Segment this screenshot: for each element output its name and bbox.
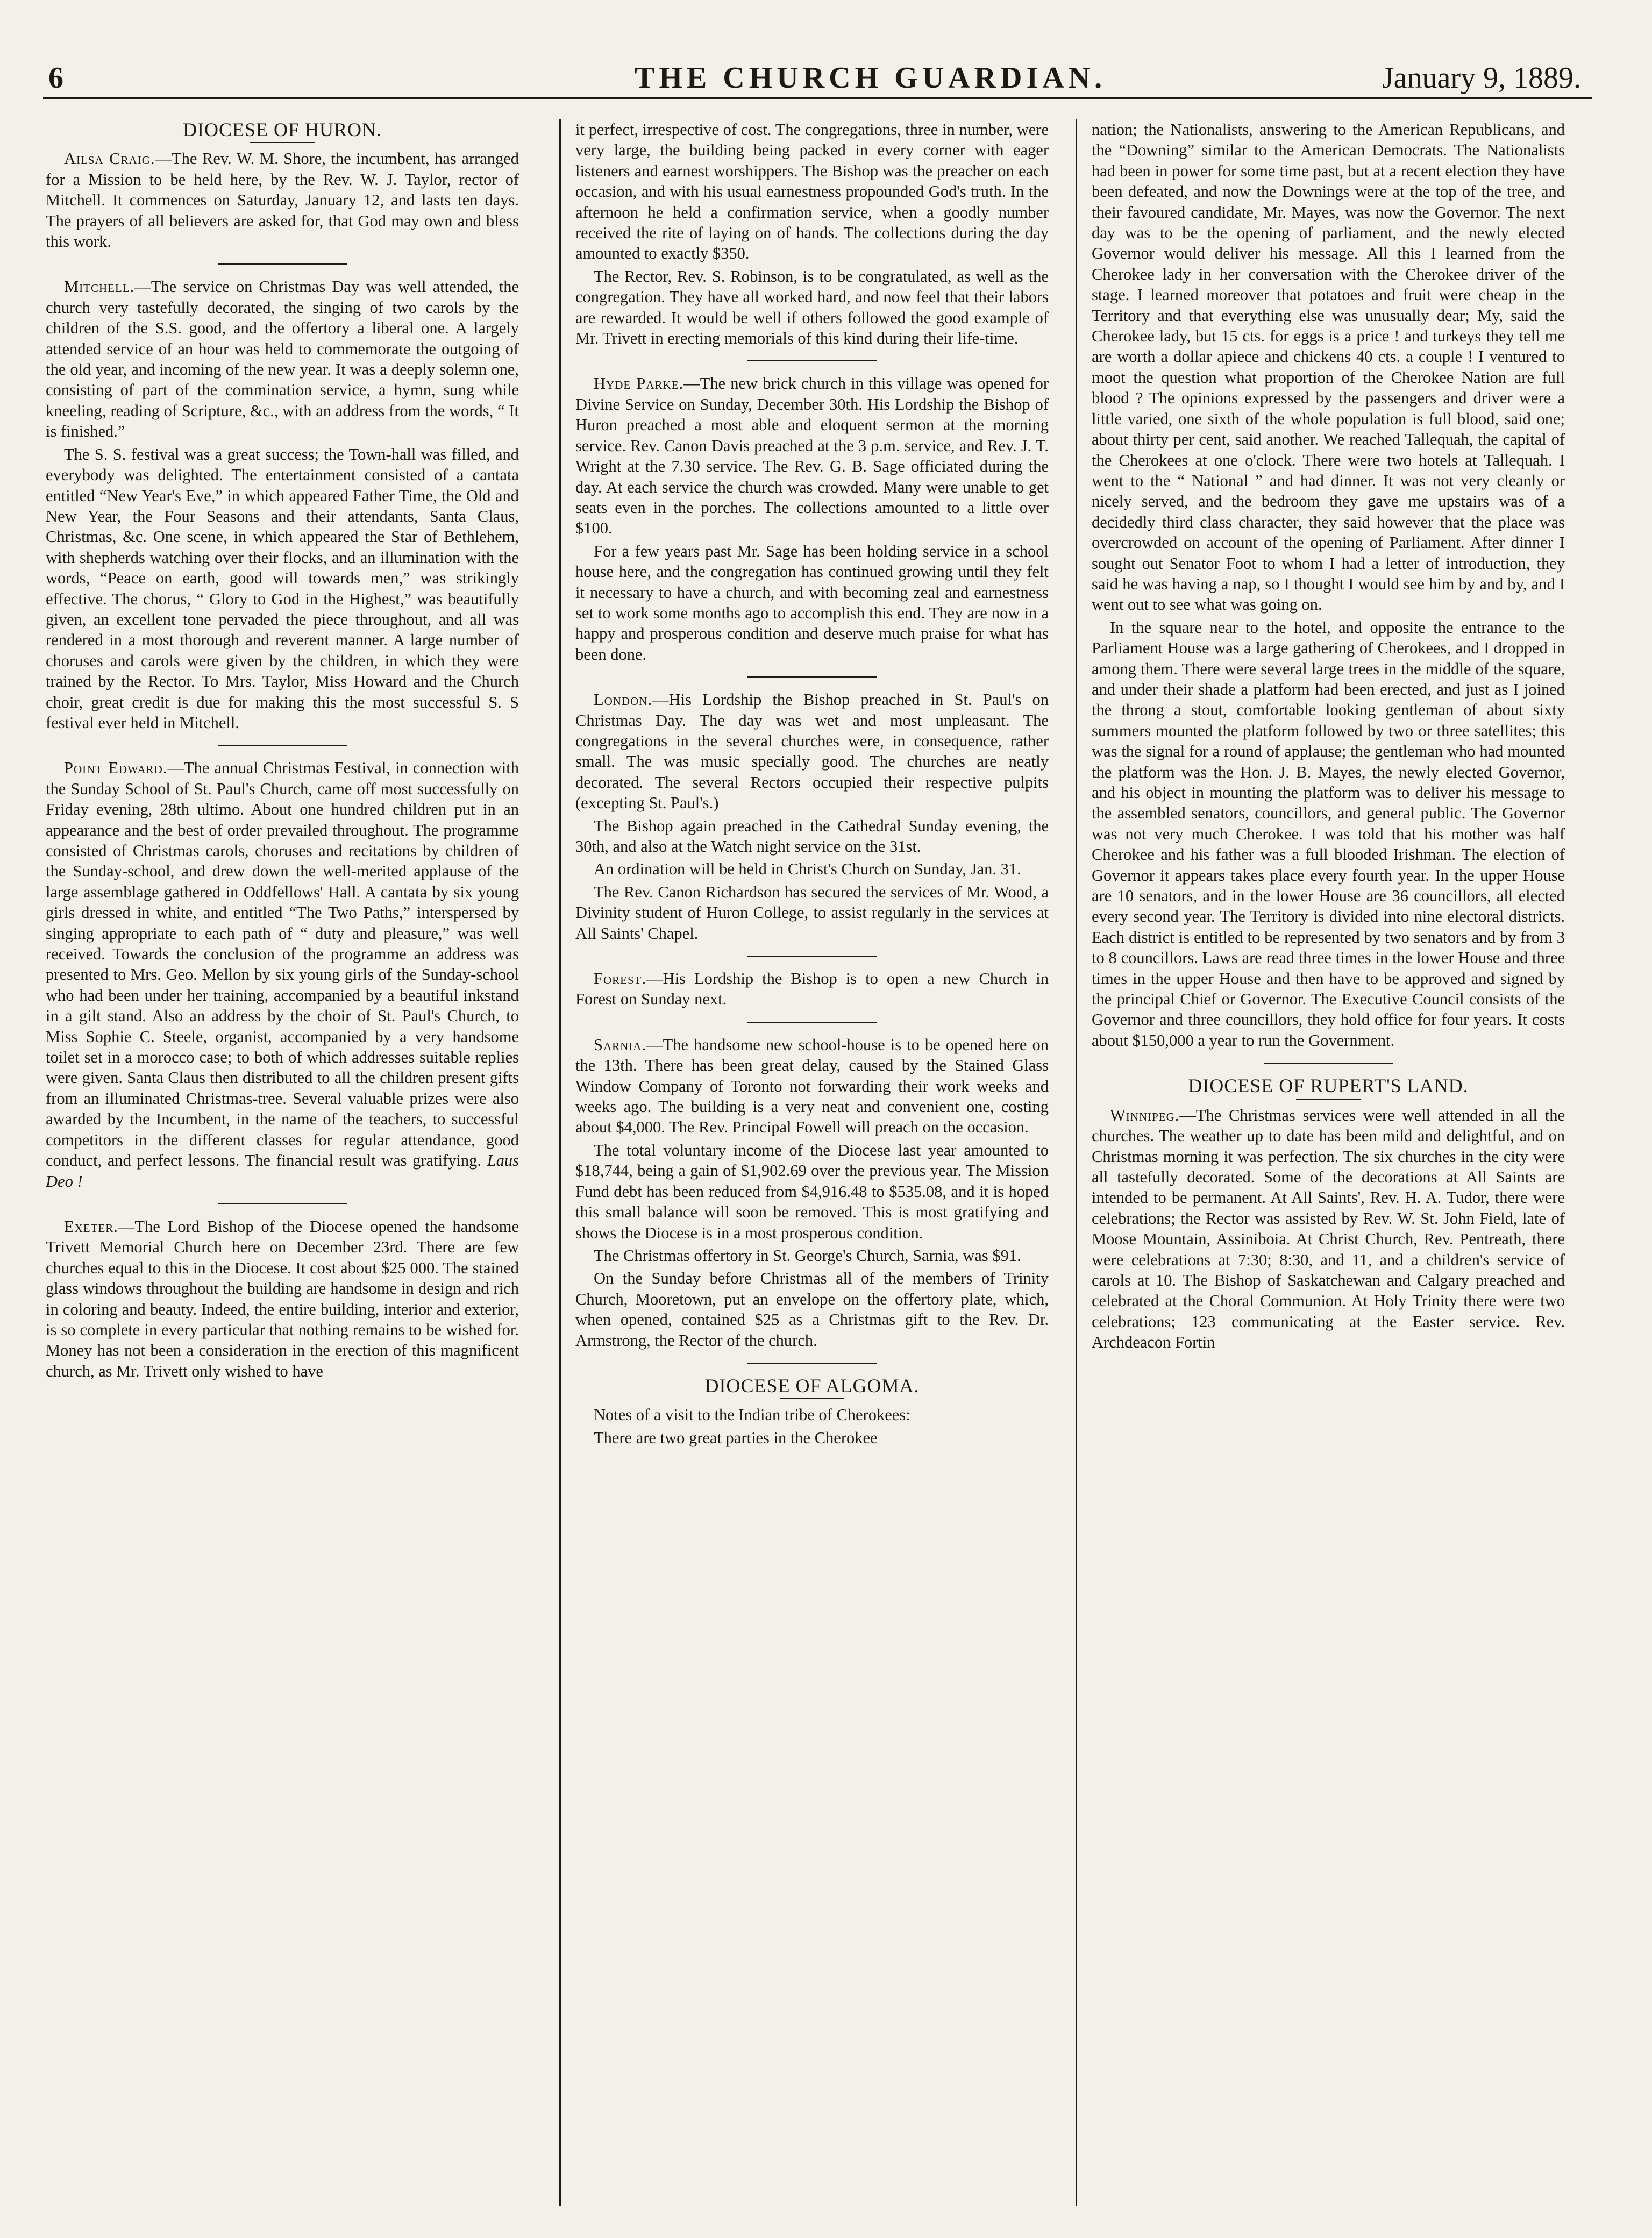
article-paragraph: The Rector, Rev. S. Robinson, is to be congratulated, as well as the congregation. They have all worked hard, and now feel that their labors are rewarded. It would be well if others followed the good example of Mr. Trivett in erecting memorials of this kind during their life-time. xyxy=(575,267,1049,348)
section-heading-ruperts-land: DIOCESE OF RUPERT'S LAND. xyxy=(1188,1075,1469,1097)
article-sarnia xyxy=(575,1035,1049,1138)
article-body: —The Lord Bishop of the Diocese opened the handsome Trivett Memorial Church here on December 23rd. There are few churches equal to this in the Diocese. It cost about $25 000. The stained glass windows throughout the building are handsome in design and rich in coloring and beauty. Indeed, the entire building, interior and exterior, is so complete in every particular that nothing remains to be wished for. Money has not been a consideration in the erection of this magnificent church, as Mr. Trivett only wished to have xyxy=(46,1217,519,1380)
article-paragraph: The S. S. festival was a great success; the Town-hall was filled, and everybody was delighted. The entertainment consisted of a cantata entitled “New Year's Eve,” in which appeared Father Time, the Old and New Year, the Four Seasons and their attendants, Santa Claus, Christmas, &c. One scene, in which appeared the Star of Bethlehem, with shepherds watching over their flocks, and an illumination with the words, “Peace on earth, good will towards men,” was strikingly effective. The chorus, “ Glory to God in the Highest,” was beautifully given, an excellent tone pervaded the piece throughout, and all was rendered in a most thorough and reverent manner. A large number of choruses and carols were given by the children, in which they were trained by the Rector. To Mrs. Taylor, Miss Howard and the Church choir, great credit is due for making this the most successful S. S festival ever held in Mitchell. xyxy=(46,445,519,732)
article-winnipeg xyxy=(1092,1105,1565,1353)
divider xyxy=(218,1203,347,1204)
column-1 xyxy=(46,119,519,2208)
article-lead: Sarnia. xyxy=(594,1035,647,1054)
article-paragraph: On the Sunday before Christmas all of the members of Trinity Church, Mooretown, put an envelope on the offertory plate, which, when opened, contained $25 as a Christmas gift to the Rev. Dr. Armstrong, the Rector of the church. xyxy=(575,1269,1049,1350)
article-paragraph: There are two great parties in the Cherokee xyxy=(594,1428,878,1447)
article-lead: Forest. xyxy=(594,970,647,988)
masthead xyxy=(43,51,1592,99)
article-paragraph: The Bishop again preached in the Cathedral Sunday evening, the 30th, and also at the Watch night service on the 31st. xyxy=(575,816,1049,856)
article-body: —The annual Christmas Festival, in connection with the Sunday School of St. Paul's Church, came off most successfully on Friday evening, 28th ultimo. About one hundred children put in an appearance and the best of order prevailed throughout. The programme consisted of Christmas carols, choruses and recitations by children of the Sunday-school, and drew down the well-merited applause of the large assemblage gathered in Oddfellows' Hall. A cantata by six young girls dressed in white, and entitled “The Two Paths,” interspersed by singing appropriate to each path of “ duty and pleasure,” was well received. Towards the conclusion of the programme an address was presented to Mrs. Geo. Mellon by six young girls of the Sunday-school who had been under her training, accompanied by a beautiful inkstand in a gilt stand. Also an address by the choir of St. Paul's Church, to Miss Sophie C. Steele, organist, accompanied by a very handsome toilet set in a morocco case; to both of which addresses suitable replies were given. Santa Claus then distributed to all the children present gifts from an illuminated Christmas-tree. Several valuable prizes were also awarded by the Incumbent, in the name of the teachers, to successful competitors in the different classes for regular attendance, good conduct, and perfect lessons. The financial result was gratifying. xyxy=(46,759,519,1170)
divider xyxy=(250,142,315,143)
article-ailsa-craig xyxy=(46,148,519,252)
article-lead: London. xyxy=(594,690,653,709)
article-paragraph: nation; the Nationalists, answering to the American Republicans, and the “Downing” similar to the American Democrats. The Nationalists had been in power for some time past, but at a recent election they have been defeated, and now the Downings were at the top of the tree, and their favoured candidate, Mr. Mayes, was now the Governor. The next day was to be the opening of parliament, and the newly elected Governor would deliver his message. All this I learned from the Cherokee lady in her conversation with the Cherokee driver of the stage. I learned moreover that potatoes and fruit were cheap in the Territory and that everything else was unusually dear; My, said the Cherokee lady, but 15 cts. for eggs is a price ! and turkeys they tell me are worth a dollar apiece and chickens 40 cts. a couple ! I ventured to moot the question what proportion of the Cherokee Nation are full blood ? The opinions expressed by the passengers and driver were a little varied, one sixth of the whole population is full blood, said one; about thirty per cent, said another. We reached Tallequah, the capital of the Cherokees at one o'clock. There were two hotels at Tallequah. I went to the “ National ” and had dinner. It was not very cleanly or nicely served, and the bedroom they gave me upstairs was of a decidedly third class character, they said however that the place was overcrowded on account of the opening of Parliament. After dinner I sought out Senator Foot to whom I had a letter of introduction, they said he was having a nap, so I thought I would see him by and by, and I went out to see what was going on. xyxy=(1092,120,1565,614)
divider xyxy=(747,360,877,361)
article-paragraph: An ordination will be held in Christ's Church on Sunday, Jan. 31. xyxy=(594,860,1021,879)
divider xyxy=(747,1363,877,1364)
column-3 xyxy=(1092,119,1565,2208)
section-heading-algoma: DIOCESE OF ALGOMA. xyxy=(704,1374,920,1396)
laus-deo: Laus Deo ! xyxy=(46,1151,519,1191)
article-paragraph: The total voluntary income of the Diocese last year amounted to $18,744, being a gain of $1,902.69 over the previous year. The Mission Fund debt has been reduced from $4,916.48 to $535.08, and it is hoped this small balance will soon be removed. This is most gratifying and shows the Diocese is in a most prosperous condition. xyxy=(575,1141,1049,1242)
article-body: —The handsome new school-house is to be opened here on the 13th. There has been great delay, caused by the Stained Glass Window Company of Toronto not forwarding their work weeks and weeks ago. The building is a very neat and convenient one, costing about $4,000. The Rev. Principal Fowell will preach on the occasion. xyxy=(575,1035,1049,1137)
article-exeter xyxy=(46,1216,519,1381)
article-body: —The Rev. W. M. Shore, the incumbent, has arranged for a Mission to be held here, by the Rev. W. J. Taylor, rector of Mitchell. It commences on Saturday, January 12, and lasts ten days. The prayers of all believers are asked for, that God may own and bless this work. xyxy=(46,149,519,251)
article-lead: Hyde Parke. xyxy=(594,374,684,393)
article-body: —His Lordship the Bishop preached in St. Paul's on Christmas Day. The day was wet and most unpleasant. The congregations in the several churches were, in consequence, rather small. The was music specially good. The churches are neatly decorated. The several Rectors occupied their respective pulpits (excepting St. Paul's.) xyxy=(575,690,1049,812)
divider xyxy=(1296,1099,1361,1100)
divider xyxy=(780,1398,844,1399)
article-point-edward xyxy=(46,758,519,1192)
article-paragraph: it perfect, irrespective of cost. The congregations, three in number, were very large, the building being packed in every corner with eager listeners and earnest worshippers. The Bishop was the preacher on each occasion, and with his usual earnestness propounded God's truth. In the afternoon he held a confirmation service, when a goodly number received the rite of laying on of hands. The collections during the day amounted to exactly $350. xyxy=(575,120,1049,263)
article-forest xyxy=(575,968,1049,1010)
divider xyxy=(218,263,347,265)
article-paragraph: The Christmas offertory in St. George's Church, Sarnia, was $91. xyxy=(594,1246,1021,1265)
column-2 xyxy=(575,119,1049,2208)
divider xyxy=(747,956,877,957)
page-number: 6 xyxy=(48,61,63,95)
article-lead: Exeter. xyxy=(64,1217,118,1236)
section-heading-huron: DIOCESE OF HURON. xyxy=(182,119,382,140)
article-hyde-parke xyxy=(575,373,1049,538)
article-body: —His Lordship the Bishop is to open a new Church in Forest on Sunday next. xyxy=(575,970,1049,1009)
article-paragraph: In the square near to the hotel, and opposite the entrance to the Parliament House was a large gathering of Cherokees, and I dropped in among them. There were several large trees in the middle of the square, and under their shade a platform had been erected, and just as I joined the throng a stout, comfortable looking gentleman of about sixty summers mounted the platform followed by two or three satellites; this was the signal for a round of applause; the gentleman who had mounted the platform was the Hon. J. B. Mayes, the newly elected Governor, and his object in mounting the platform was to deliver his message to the assembled senators, councillors, and general public. The Governor was not very much Cherokee. I was told that his mother was half Cherokee and his father was a full blooded Irishman. The election of Governor it appears takes place every fourth year. In the upper House are 10 senators, and in the lower House are 36 councillors, all elected every second year. The Territory is divided into nine electoral districts. Each district is entitled to be represented by two senators and by from 3 to 8 councillors. Laws are read three times in the lower House and three times in the upper House and then have to be approved and signed by the principal Chief or Governor. The Executive Council consists of the Governor and three councillors, they hold office for four years. It costs about $150,000 a year to run the Government. xyxy=(1092,618,1565,1050)
issue-date: January 9, 1889. xyxy=(1382,61,1581,95)
article-body: —The new brick church in this village was opened for Divine Service on Sunday, December 30th. His Lordship the Bishop of Huron preached a most able and eloquent sermon at the morning service. Rev. Canon Davis preached at the 3 p.m. service, and Rev. J. T. Wright at the 7.30 service. The Rev. G. B. Sage officiated during the day. At each service the church was crowded. Many were unable to get seats even in the porches. The collections amounted to a little over $100. xyxy=(575,374,1049,538)
article-paragraph: The Rev. Canon Richardson has secured the services of Mr. Wood, a Divinity student of Huron College, to assist regularly in the services at All Saints' Chapel. xyxy=(575,882,1049,943)
article-paragraph: Notes of a visit to the Indian tribe of Cherokees: xyxy=(594,1406,910,1424)
article-lead: Mitchell. xyxy=(64,277,135,296)
article-mitchell xyxy=(46,276,519,441)
divider xyxy=(1264,1063,1393,1064)
article-paragraph: For a few years past Mr. Sage has been holding service in a school house here, and the congregation has continued growing until they felt it necessary to have a church, and with becoming zeal and earnestness set to work some months ago to accomplish this end. They are now in a happy and prosperous condition and deserve much praise for what has been done. xyxy=(575,541,1049,664)
column-rule xyxy=(1076,119,1077,2206)
divider xyxy=(747,1022,877,1023)
divider xyxy=(747,676,877,678)
article-lead: Point Edward. xyxy=(64,759,168,778)
article-body: —The service on Christmas Day was well attended, the church very tastefully decorated, the singing of two carols by the children of the S.S. good, and the offertory a liberal one. A largely attended service of an hour was held to commemorate the outgoing of the old year, and incoming of the new year. It was a deeply solemn one, consisting of part of the commination service, a hymn, sung while kneeling, reading of Scripture, &c., with an address from the words, “ It is finished.” xyxy=(46,277,519,441)
newspaper-title: THE CHURCH GUARDIAN. xyxy=(635,61,1107,95)
divider xyxy=(218,745,347,746)
article-lead: Winnipeg. xyxy=(1110,1106,1180,1124)
article-lead: Ailsa Craig. xyxy=(64,149,155,168)
article-body: —The Christmas services were well attended in all the churches. The weather up to date has been mild and delightful, and on Christmas morning it was perfection. The six churches in the city were all tastefully decorated. Some of the decorations at All Saints are intended to be permanent. At All Saints', Rev. H. A. Tudor, there were celebrations; the Rector was assisted by Rev. W. St. John Field, late of Moose Mountain, Assiniboia. At Christ Church, Rev. Pentreath, there were celebrations at 7:30; 8:30, and 11, and a children's service of carols at 10. The Bishop of Saskatchewan and Calgary preached and celebrated at the Choral Communion. At Holy Trinity there were two celebrations; 123 communicating at the Easter service. Rev. Archdeacon Fortin xyxy=(1092,1106,1565,1352)
column-rule xyxy=(559,119,561,2206)
article-london xyxy=(575,689,1049,813)
